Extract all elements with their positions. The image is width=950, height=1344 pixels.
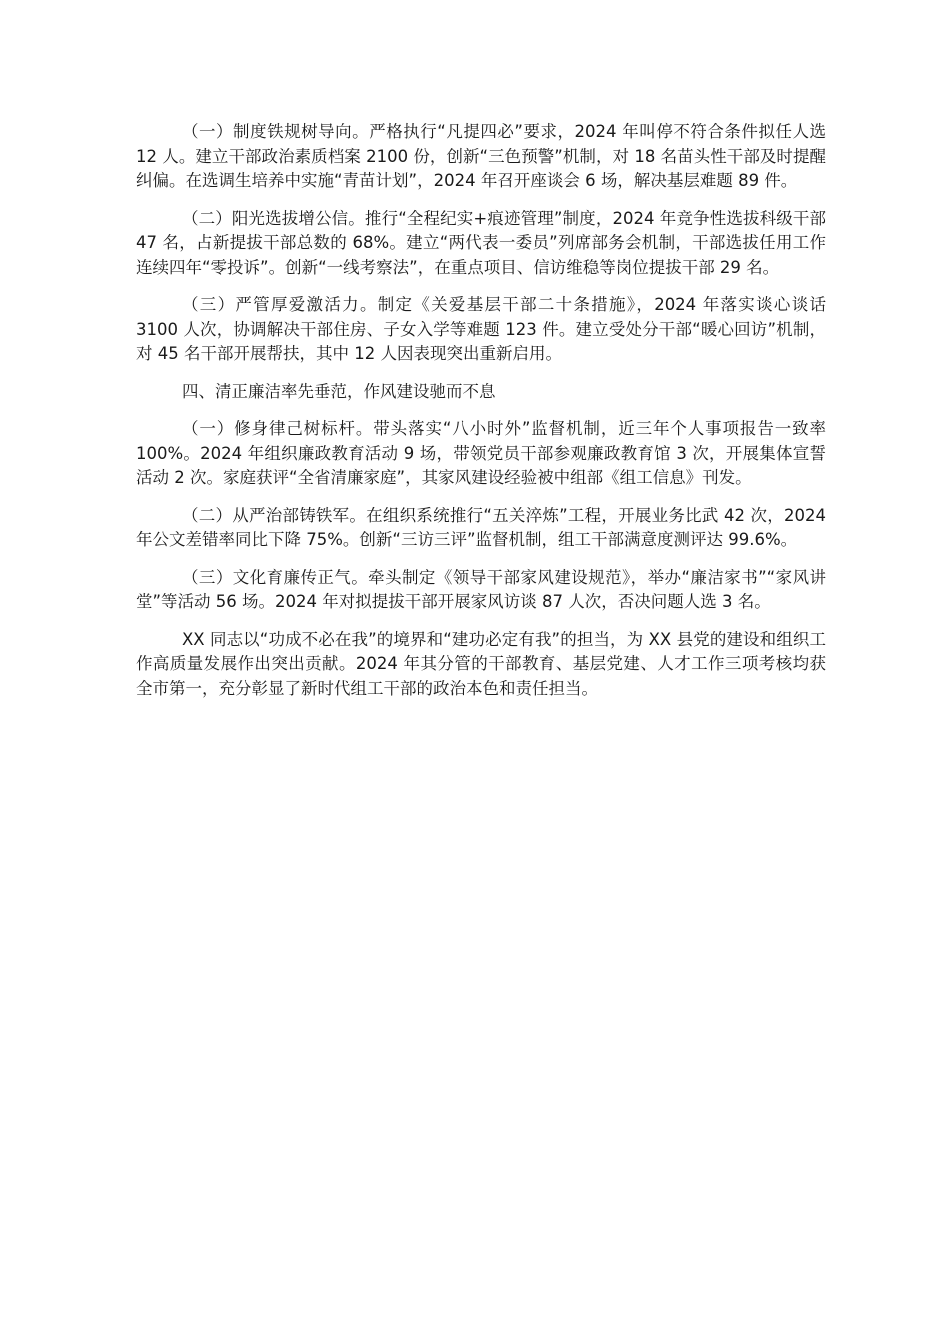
paragraph-self-discipline: （一）修身律己树标杆。带头落实“八小时外”监督机制，近三年个人事项报告一致率 100%。2024 年组织廉政教育活动 9 场，带领党员干部参观廉政教育馆 3 次，开展集体宣誓活动 2 次。家庭获评“全省清廉家庭”，其家风建设经验被中组部《组工信息》刊发。: [136, 419, 826, 487]
paragraph-summary: XX 同志以“功成不必在我”的境界和“建功必定有我”的担当，为 XX 县党的建设和组织工作高质量发展作出突出贡献。2024 年其分管的干部教育、基层党建、人才工作三项考核均获全市第一，充分彰显了新时代组工干部的政治本色和责任担当。: [136, 629, 826, 698]
paragraph-strict-care: （三）严管厚爱激活力。制定《关爱基层干部二十条措施》，2024 年落实谈心谈话 3100 人次，协调解决干部住房、子女入学等难题 123 件。建立受处分干部“暖心回访”机制，对 45 名干部开展帮扶，其中 12 人因表现突出重新启用。: [136, 295, 826, 363]
section-heading-integrity: 四、清正廉洁率先垂范，作风建设驰而不息: [182, 381, 496, 401]
paragraph-integrity-culture: （三）文化育廉传正气。牵头制定《领导干部家风建设规范》，举办“廉洁家书”“家风讲堂”等活动 56 场。2024 年对拟提拔干部开展家风访谈 87 人次，否决问题人选 3 名。: [136, 567, 826, 611]
paragraph-sunshine-selection: （二）阳光选拔增公信。推行“全程纪实+痕迹管理”制度，2024 年竞争性选拔科级干部 47 名，占新提拔干部总数的 68%。建立“两代表一委员”列席部务会机制，干部选拔任用工作连续四年“零投诉”。创新“一线考察法”，在重点项目、信访维稳等岗位提拔干部 29 名。: [136, 208, 826, 277]
document-body: [136, 120, 826, 714]
paragraph-strict-governance: （二）从严治部铸铁军。在组织系统推行“五关淬炼”工程，开展业务比武 42 次，2024 年公文差错率同比下降 75%。创新“三访三评”监督机制，组工干部满意度测评达 99.6%。: [136, 505, 826, 549]
paragraph-system-guidance: （一）制度铁规树导向。严格执行“凡提四必”要求，2024 年叫停不符合条件拟任人选 12 人。建立干部政治素质档案 2100 份，创新“三色预警”机制，对 18 名苗头性干部及时提醒纠偏。在选调生培养中实施“青苗计划”，2024 年召开座谈会 6 场，解决基层难题 89 件。: [136, 122, 826, 190]
